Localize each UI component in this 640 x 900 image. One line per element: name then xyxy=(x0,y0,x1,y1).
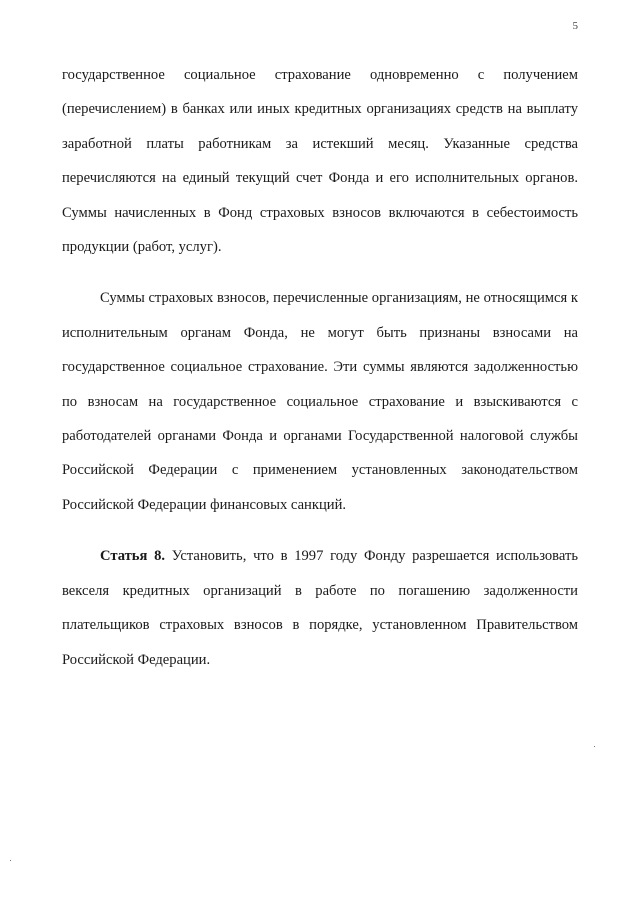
document-body xyxy=(62,58,578,677)
paragraph-continuation: государственное социальное страхование одновременно с получением (перечислением) в банках или иных кредитных организациях средств на выплату заработной платы работникам за истекший месяц. Указанные средства перечисляются на единый текущий счет Фонда и его исполнительных органов. Суммы начисленных в Фонд страховых взносов включаются в себестоимость продукции (работ, услуг). xyxy=(62,67,578,256)
article-text: Установить, что в 1997 году Фонду разрешается использовать векселя кредитных организаций в работе по погашению задолженности плательщиков страховых взносов в порядке, установленном Правительством Российской Федерации. xyxy=(62,548,579,668)
page-number: 5 xyxy=(572,20,578,32)
scan-speck xyxy=(594,746,595,747)
article-label: Статья 8. xyxy=(100,548,166,565)
scan-speck xyxy=(10,860,11,861)
paragraph-article-8 xyxy=(62,539,578,677)
paragraph-contributions: Суммы страховых взносов, перечисленные организациям, не относящимся к исполнительным органам Фонда, не могут быть признаны взносами на государственное социальное страхование. Эти суммы являются задолженностью по взносам на государственное социальное страхование и взыскиваются с работодателей органами Фонда и органами Государственной налоговой службы Российской Федерации с применением установленных законодательством Российской Федерации финансовых санкций. xyxy=(62,290,578,513)
